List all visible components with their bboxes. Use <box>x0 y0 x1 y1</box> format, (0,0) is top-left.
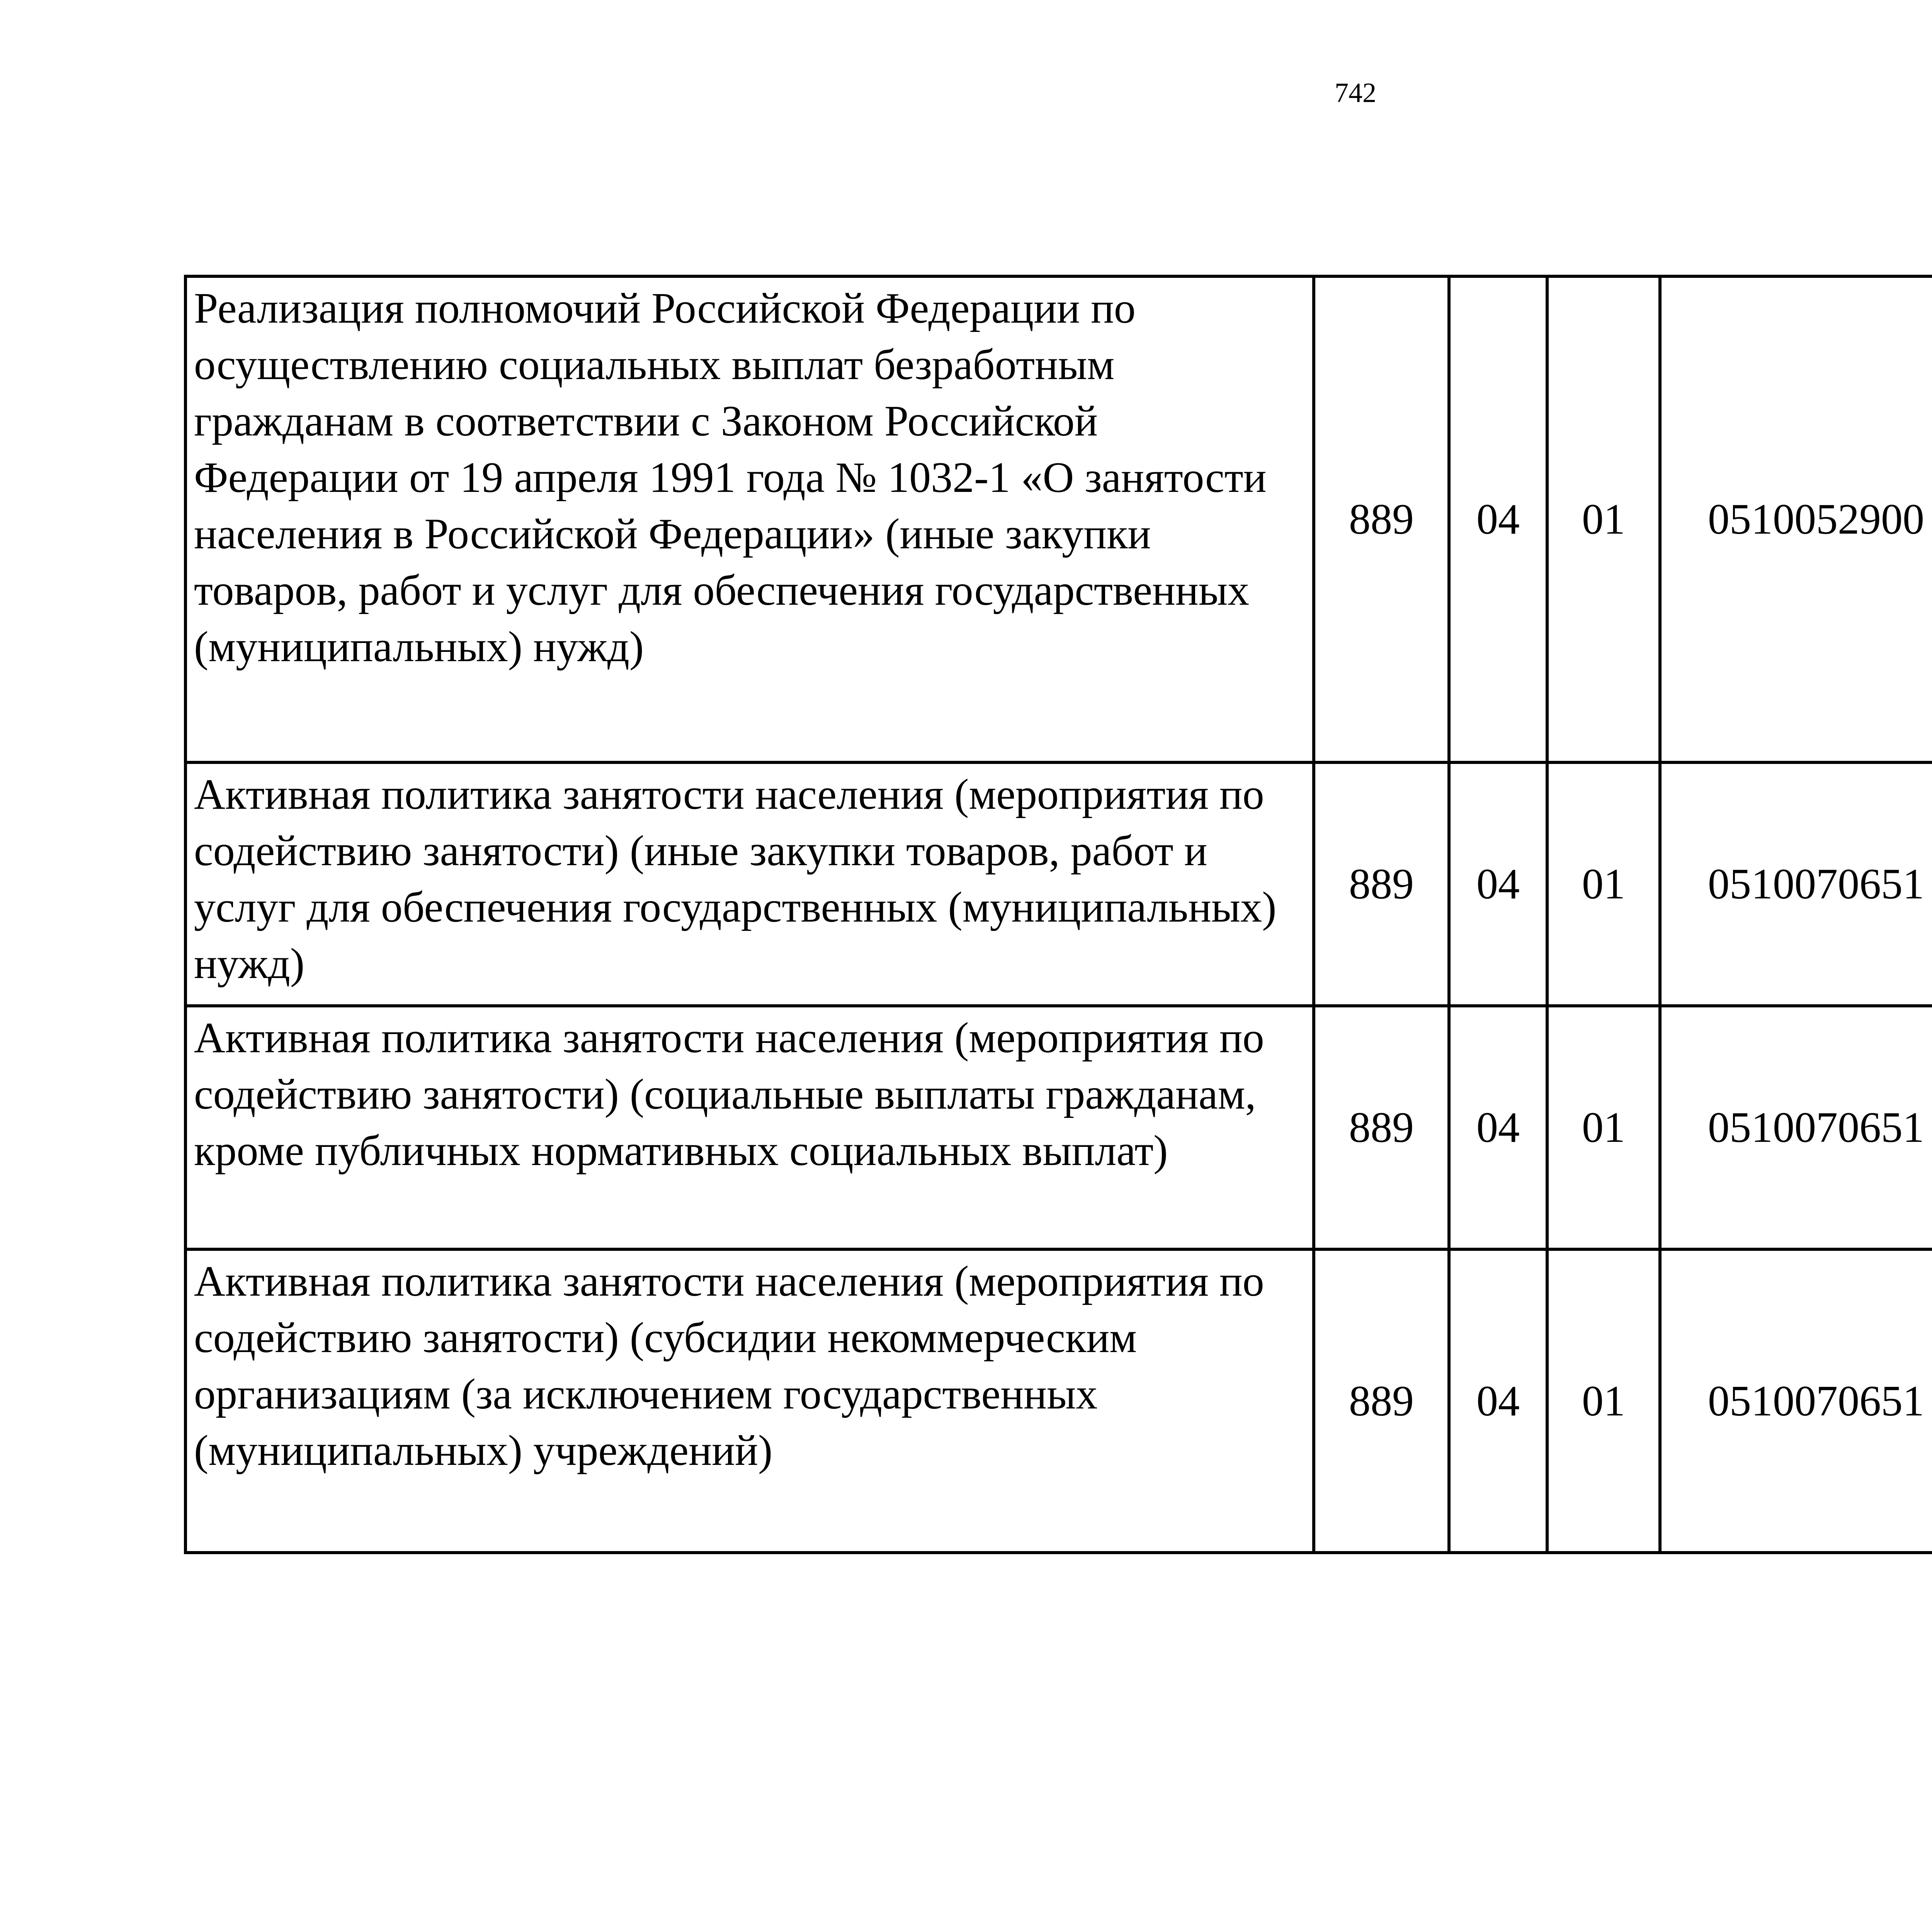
ministry-code: 889 <box>1314 1006 1449 1249</box>
subsection-code: 01 <box>1547 1006 1660 1249</box>
target-article-code: 0510070651 <box>1660 1006 1932 1249</box>
target-article-code: 0510070651 <box>1660 1249 1932 1553</box>
ministry-code: 889 <box>1314 762 1449 1006</box>
subsection-code: 01 <box>1547 276 1660 762</box>
target-article-code: 0510052900 <box>1660 276 1932 762</box>
row-description: Активная политика занятости населения (мероприятия по содействию занятости) (иные закупки товаров, работ и услуг для обеспечения государственных (муниципальных) нужд) <box>185 762 1314 1006</box>
subsection-code: 01 <box>1547 762 1660 1006</box>
page-number: 742 <box>1335 77 1376 108</box>
section-code: 04 <box>1449 762 1547 1006</box>
table-row <box>185 1006 1932 1249</box>
table-row <box>185 276 1932 762</box>
ministry-code: 889 <box>1314 1249 1449 1553</box>
row-description: Активная политика занятости населения (мероприятия по содействию занятости) (социальные выплаты гражданам, кроме публичных нормативных социальных выплат) <box>185 1006 1314 1249</box>
table-row <box>185 1249 1932 1553</box>
section-code: 04 <box>1449 1249 1547 1553</box>
section-code: 04 <box>1449 276 1547 762</box>
row-description: Активная политика занятости населения (мероприятия по содействию занятости) (субсидии некоммерческим организациям (за исключением государственных (муниципальных) учреждений) <box>185 1249 1314 1553</box>
budget-table <box>184 275 1932 1554</box>
section-code: 04 <box>1449 1006 1547 1249</box>
row-description: Реализация полномочий Российской Федерации по осуществлению социальных выплат безработным гражданам в соответствии с Законом Российской Федерации от 19 апреля 1991 года № 1032-1 «О занятости населения в Российской Федерации» (иные закупки товаров, работ и услуг для обеспечения государственных (муниципальных) нужд) <box>185 276 1314 762</box>
table-row <box>185 762 1932 1006</box>
target-article-code: 0510070651 <box>1660 762 1932 1006</box>
subsection-code: 01 <box>1547 1249 1660 1553</box>
ministry-code: 889 <box>1314 276 1449 762</box>
